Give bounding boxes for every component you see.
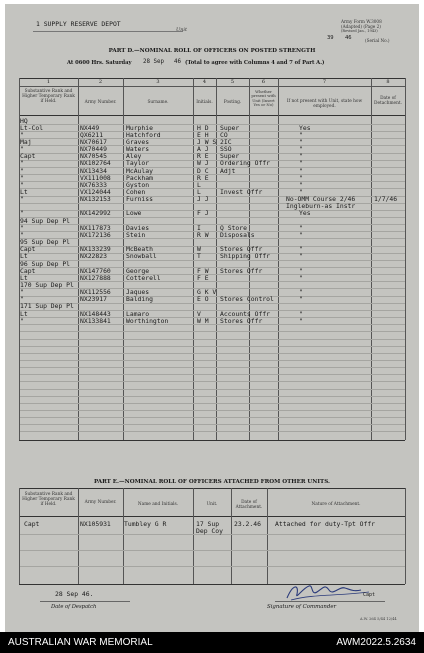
- table-cell-name: Lowe: [126, 209, 142, 218]
- table-cell-init: R E: [197, 152, 209, 161]
- serial-value2: 46: [345, 35, 352, 41]
- table-cell-date: 1/7/46: [374, 195, 398, 204]
- empty-row-line: [20, 339, 405, 340]
- at-text: At 0600 Hrs. Saturday: [67, 60, 132, 66]
- table-cell-name: Furniss: [126, 195, 153, 204]
- signature-underline: [275, 601, 385, 602]
- table-cell-num: NX148443: [80, 309, 111, 318]
- table-cell-rank: ": [20, 230, 24, 239]
- empty-row-line: [20, 424, 405, 425]
- table-cell-name: Balding: [126, 295, 153, 304]
- table-cell-post: Super: [220, 152, 240, 161]
- print-code: A.W. 264 5/44 12/44: [360, 617, 397, 621]
- table-row-line: [20, 253, 405, 254]
- table-row-line: [20, 310, 405, 311]
- e-col-header-nature: Nature of Attachment.: [311, 502, 361, 507]
- table-cell-employed: ": [299, 266, 303, 275]
- table-cell-name: Gyston: [126, 180, 150, 189]
- empty-row-line: [20, 389, 405, 390]
- table-cell-init: F E: [197, 273, 209, 282]
- table-row-line: [20, 324, 405, 325]
- table-cell-employed: ": [299, 130, 303, 139]
- empty-row-line: [20, 360, 405, 361]
- table-cell-rank: Lt: [20, 309, 28, 318]
- table-cell-name: Waters: [126, 145, 150, 154]
- table-cell-rank: 171 Sup Dep Pl: [20, 302, 74, 311]
- table-cell-rank: Capt: [20, 245, 36, 254]
- table-cell-rank: ": [20, 159, 24, 168]
- table-cell-post: Stores Offr: [220, 266, 263, 275]
- table-row-line: [20, 224, 405, 225]
- table-cell-num: QX6211: [80, 130, 104, 139]
- e-col-header-unit: Unit.: [206, 502, 218, 507]
- table-cell-employed: ": [299, 230, 303, 239]
- table-cell-rank: ": [20, 166, 24, 175]
- unit-name: 1 SUPPLY RESERVE DEPOT: [36, 20, 121, 28]
- table-cell-init: D C: [197, 166, 209, 175]
- table-cell-post: Accounts Offr: [220, 309, 271, 318]
- col-header-employed: If not present with Unit, state how employed.: [286, 99, 363, 109]
- table-cell-rank: ": [20, 223, 24, 232]
- table-cell-employed: ": [299, 223, 303, 232]
- table-cell-init: F J: [197, 209, 209, 218]
- table-cell-employed: ": [299, 152, 303, 161]
- table-cell-init: F W: [197, 266, 209, 275]
- table-cell-init: I: [197, 223, 201, 232]
- empty-row-line: [20, 346, 405, 347]
- table-cell-init: R W: [197, 230, 209, 239]
- agree-text: (Total to agree with Columns 4 and 7 of Part A.): [185, 60, 325, 66]
- table-cell-name: Snowball: [126, 252, 157, 261]
- table-cell-rank: ": [20, 130, 24, 139]
- col-number: 1: [46, 79, 51, 85]
- footer-left: AUSTRALIAN WAR MEMORIAL: [8, 637, 153, 648]
- table-cell-post: Adjt: [220, 166, 236, 175]
- table-cell-post: Invest Offr: [220, 188, 263, 196]
- e-row-line: [20, 566, 405, 567]
- table-cell-name: George: [126, 266, 150, 275]
- table-row-line: [20, 231, 405, 232]
- table-cell-init: R E: [197, 173, 209, 182]
- form-line1: Army Form W.3008: [341, 19, 382, 24]
- col-number: 6: [261, 79, 266, 85]
- table-cell-employed: Yes: [299, 209, 311, 218]
- col-header-rank: Substantive Rank and Higher Temporary Rank if Held.: [22, 89, 75, 104]
- table-cell-rank: Lt: [20, 252, 28, 261]
- e-col-header-date: Date of Attachment.: [235, 500, 263, 510]
- part-d-number-rule: [19, 86, 405, 87]
- part-e-title: PART E.—NOMINAL ROLL OF OFFICERS ATTACHED FROM OTHER UNITS.: [93, 479, 330, 485]
- table-cell-post: Super: [220, 123, 240, 132]
- table-cell-init: E O: [197, 295, 209, 304]
- table-cell-init: V: [197, 309, 201, 318]
- table-cell-post: CO: [220, 130, 228, 139]
- table-row-line: [20, 174, 405, 175]
- col-header-detachment-date: Date of Detachment.: [374, 96, 402, 106]
- table-cell-init: W: [197, 245, 201, 254]
- table-row-line: [20, 217, 405, 218]
- table-cell-rank: ": [20, 316, 24, 325]
- table-cell-employed: ": [299, 295, 303, 304]
- col-number: 7: [322, 79, 327, 85]
- table-cell-num: NX70449: [80, 145, 107, 154]
- table-cell-rank: 170 Sup Dep Pl: [20, 280, 74, 289]
- table-cell-rank: ": [20, 145, 24, 154]
- table-cell-num: VX111008: [80, 173, 111, 182]
- e-col-header-rank: Substantive Rank and Higher Temporary Rank if Held.: [22, 492, 75, 507]
- table-cell-employed: Ingleburn-as Instr: [286, 202, 356, 211]
- table-cell-rank: ": [20, 173, 24, 182]
- table-cell-init: E H: [197, 130, 209, 139]
- table-row-line: [20, 238, 405, 239]
- table-cell-num: NX117873: [80, 223, 111, 232]
- table-row-line: [20, 160, 405, 161]
- table-cell-rank: ": [20, 295, 24, 304]
- e-row-name: Tumbley G R: [124, 520, 167, 528]
- form-line3: (Revised Jan., 1943): [341, 29, 378, 33]
- e-row-army-number: NX105931: [80, 520, 111, 528]
- table-cell-employed: ": [299, 288, 303, 297]
- table-cell-post: Disposals: [220, 230, 255, 239]
- col-header-army-number: Army Number.: [84, 100, 117, 105]
- table-cell-init: J W S: [197, 137, 217, 146]
- table-cell-rank: Lt: [20, 273, 28, 282]
- empty-row-line: [20, 417, 405, 418]
- col-number: 3: [156, 79, 160, 85]
- table-cell-employed: No-OMM Course 2/46: [286, 195, 356, 204]
- table-cell-num: NX13434: [80, 166, 107, 175]
- table-cell-init: L: [197, 180, 201, 189]
- table-cell-employed: ": [299, 252, 303, 261]
- army-form-sheet: [5, 4, 419, 632]
- empty-row-line: [20, 403, 405, 404]
- table-row-line: [20, 267, 405, 268]
- table-cell-rank: Maj: [20, 137, 32, 146]
- part-e-top-rule: [19, 488, 405, 489]
- table-cell-num: NX133841: [80, 316, 111, 325]
- table-cell-name: Packham: [126, 173, 153, 182]
- table-row-line: [20, 317, 405, 318]
- table-cell-name: Davies: [126, 223, 150, 232]
- table-cell-name: Stein: [126, 230, 146, 239]
- e-row-nature: Attached for duty-Tpt Offr: [275, 520, 376, 528]
- empty-row-line: [20, 367, 405, 368]
- table-row-line: [20, 124, 405, 125]
- empty-row-line: [20, 374, 405, 375]
- table-cell-num: NX147760: [80, 266, 111, 275]
- empty-row-line: [20, 431, 405, 432]
- table-row-line: [20, 260, 405, 261]
- empty-row-line: [20, 331, 405, 332]
- table-cell-name: McAulay: [126, 166, 153, 175]
- unit-underline: [33, 31, 183, 32]
- table-cell-name: Cohen: [126, 188, 146, 196]
- col-header-posting: Posting.: [223, 100, 242, 105]
- table-row-line: [20, 281, 405, 282]
- table-cell-employed: ": [299, 145, 303, 154]
- table-cell-num: VX124044: [80, 188, 111, 196]
- part-d-right-edge: [405, 78, 406, 440]
- serial-value: 39: [327, 35, 334, 41]
- col-number: 2: [98, 79, 103, 85]
- serial-label: (Serial No.): [365, 38, 390, 43]
- table-cell-rank: Capt: [20, 152, 36, 161]
- table-cell-rank: 96 Sup Dep Pl: [20, 259, 71, 268]
- table-cell-init: H D: [197, 123, 209, 132]
- table-cell-employed: ": [299, 245, 303, 254]
- table-row-line: [20, 246, 405, 247]
- table-cell-init: T: [197, 252, 201, 261]
- part-d-bottom-rule: [19, 440, 405, 441]
- table-cell-num: NX132153: [80, 195, 111, 204]
- table-cell-rank: 94 Sup Dep Pl: [20, 216, 71, 225]
- part-d-title: PART D.—NOMINAL ROLL OF OFFICERS ON POSTED STRENGTH: [108, 48, 316, 54]
- e-row-unit-line2: Dep Coy: [196, 527, 223, 535]
- table-cell-name: Aley: [126, 152, 142, 161]
- table-row-line: [20, 131, 405, 132]
- table-cell-num: NX76333: [80, 180, 107, 189]
- table-cell-init: W J: [197, 159, 209, 168]
- table-cell-employed: ": [299, 180, 303, 189]
- table-cell-name: Graves: [126, 137, 150, 146]
- footer-right: AWM2022.5.2634: [336, 637, 416, 648]
- col-number: 8: [386, 79, 390, 85]
- empty-row-line: [20, 353, 405, 354]
- table-row-line: [20, 167, 405, 168]
- table-row-line: [20, 153, 405, 154]
- despatch-date: 28 Sep 46.: [55, 590, 94, 598]
- table-cell-rank: Lt: [20, 188, 28, 196]
- table-cell-num: NX70617: [80, 137, 107, 146]
- part-e-right-edge: [405, 488, 406, 584]
- table-cell-name: Lamaro: [126, 309, 150, 318]
- table-cell-num: NX133239: [80, 245, 111, 254]
- table-row-line: [20, 188, 405, 189]
- table-cell-num: NX142992: [80, 209, 111, 218]
- e-row-rank: Capt: [24, 520, 40, 528]
- table-cell-rank: Lt-Col: [20, 123, 44, 132]
- table-cell-num: NX23917: [80, 295, 107, 304]
- despatch-underline: [40, 601, 130, 602]
- table-cell-init: G K V: [197, 288, 217, 297]
- table-cell-post: 2IC: [220, 137, 232, 146]
- part-d-header-rule: [19, 115, 405, 116]
- unit-label: Unit: [176, 27, 188, 33]
- despatch-label: Date of Despatch: [51, 604, 97, 610]
- table-cell-employed: ": [299, 316, 303, 325]
- table-cell-num: NX112556: [80, 288, 111, 297]
- table-cell-rank: ": [20, 209, 24, 218]
- e-row-unit: 17 Sup: [196, 520, 220, 528]
- year-value: 46: [174, 59, 181, 65]
- empty-row-line: [20, 410, 405, 411]
- table-cell-name: Hatchford: [126, 130, 161, 139]
- table-cell-init: L: [197, 188, 201, 196]
- table-cell-num: NX22823: [80, 252, 107, 261]
- col-header-surname: Surname.: [147, 100, 169, 105]
- table-cell-rank: Capt: [20, 266, 36, 275]
- table-cell-rank: HQ: [20, 116, 28, 125]
- e-col-header-name: Name and Initials.: [137, 502, 179, 507]
- date-value: 28 Sep: [143, 59, 164, 65]
- table-cell-employed: ": [299, 159, 303, 168]
- table-cell-post: Stores Offr: [220, 245, 263, 254]
- table-cell-post: Ordering Offr: [220, 159, 271, 168]
- col-number: 5: [230, 79, 235, 85]
- part-e-header-rule: [19, 516, 405, 517]
- col-header-initials: Initials.: [196, 100, 213, 105]
- table-cell-employed: Yes: [299, 123, 311, 132]
- table-cell-name: Jaques: [126, 288, 150, 297]
- table-cell-num: NX127888: [80, 273, 111, 282]
- col-number: 4: [202, 79, 207, 85]
- table-cell-num: NX172136: [80, 230, 111, 239]
- archive-footer: [0, 632, 424, 653]
- table-cell-rank: ": [20, 195, 24, 204]
- table-cell-name: McBeath: [126, 245, 153, 254]
- table-cell-post: SSO: [220, 145, 232, 154]
- table-cell-rank: ": [20, 180, 24, 189]
- e-row-date: 23.2.46: [234, 520, 261, 528]
- empty-row-line: [20, 396, 405, 397]
- rank-suffix: Capt: [363, 592, 376, 598]
- table-cell-name: Worthington: [126, 316, 169, 325]
- table-cell-name: Taylor: [126, 159, 150, 168]
- table-cell-employed: ": [299, 309, 303, 318]
- empty-row-line: [20, 381, 405, 382]
- table-cell-num: NX102764: [80, 159, 111, 168]
- table-cell-rank: ": [20, 288, 24, 297]
- table-cell-employed: ": [299, 273, 303, 282]
- table-cell-post: Shipping Offr: [220, 252, 271, 261]
- table-cell-employed: ": [299, 188, 303, 196]
- table-cell-post: Stores Offr: [220, 316, 263, 325]
- table-cell-num: NX70545: [80, 152, 107, 161]
- e-col-header-army-number: Army Number.: [84, 500, 117, 505]
- table-cell-post: Q Store: [220, 223, 247, 232]
- e-row-line: [20, 550, 405, 551]
- table-cell-post: Stores Control: [220, 295, 274, 304]
- table-cell-name: Murphie: [126, 123, 153, 132]
- table-row-line: [20, 181, 405, 182]
- table-row-line: [20, 274, 405, 275]
- table-cell-employed: ": [299, 166, 303, 175]
- table-cell-init: J J: [197, 195, 209, 204]
- col-header-present: Whether present with Unit (Insert Yes or No): [251, 89, 276, 108]
- form-line2: (Adapted) (Page 2): [341, 24, 381, 29]
- table-cell-name: Cotterell: [126, 273, 161, 282]
- table-cell-num: NX449: [80, 123, 100, 132]
- table-cell-init: W M: [197, 316, 209, 325]
- table-cell-employed: ": [299, 173, 303, 182]
- table-cell-employed: ": [299, 137, 303, 146]
- table-cell-rank: 95 Sup Dep Pl: [20, 238, 71, 247]
- table-cell-init: A J: [197, 145, 209, 154]
- signature-label: Signature of Commander: [267, 604, 337, 610]
- table-row-line: [20, 303, 405, 304]
